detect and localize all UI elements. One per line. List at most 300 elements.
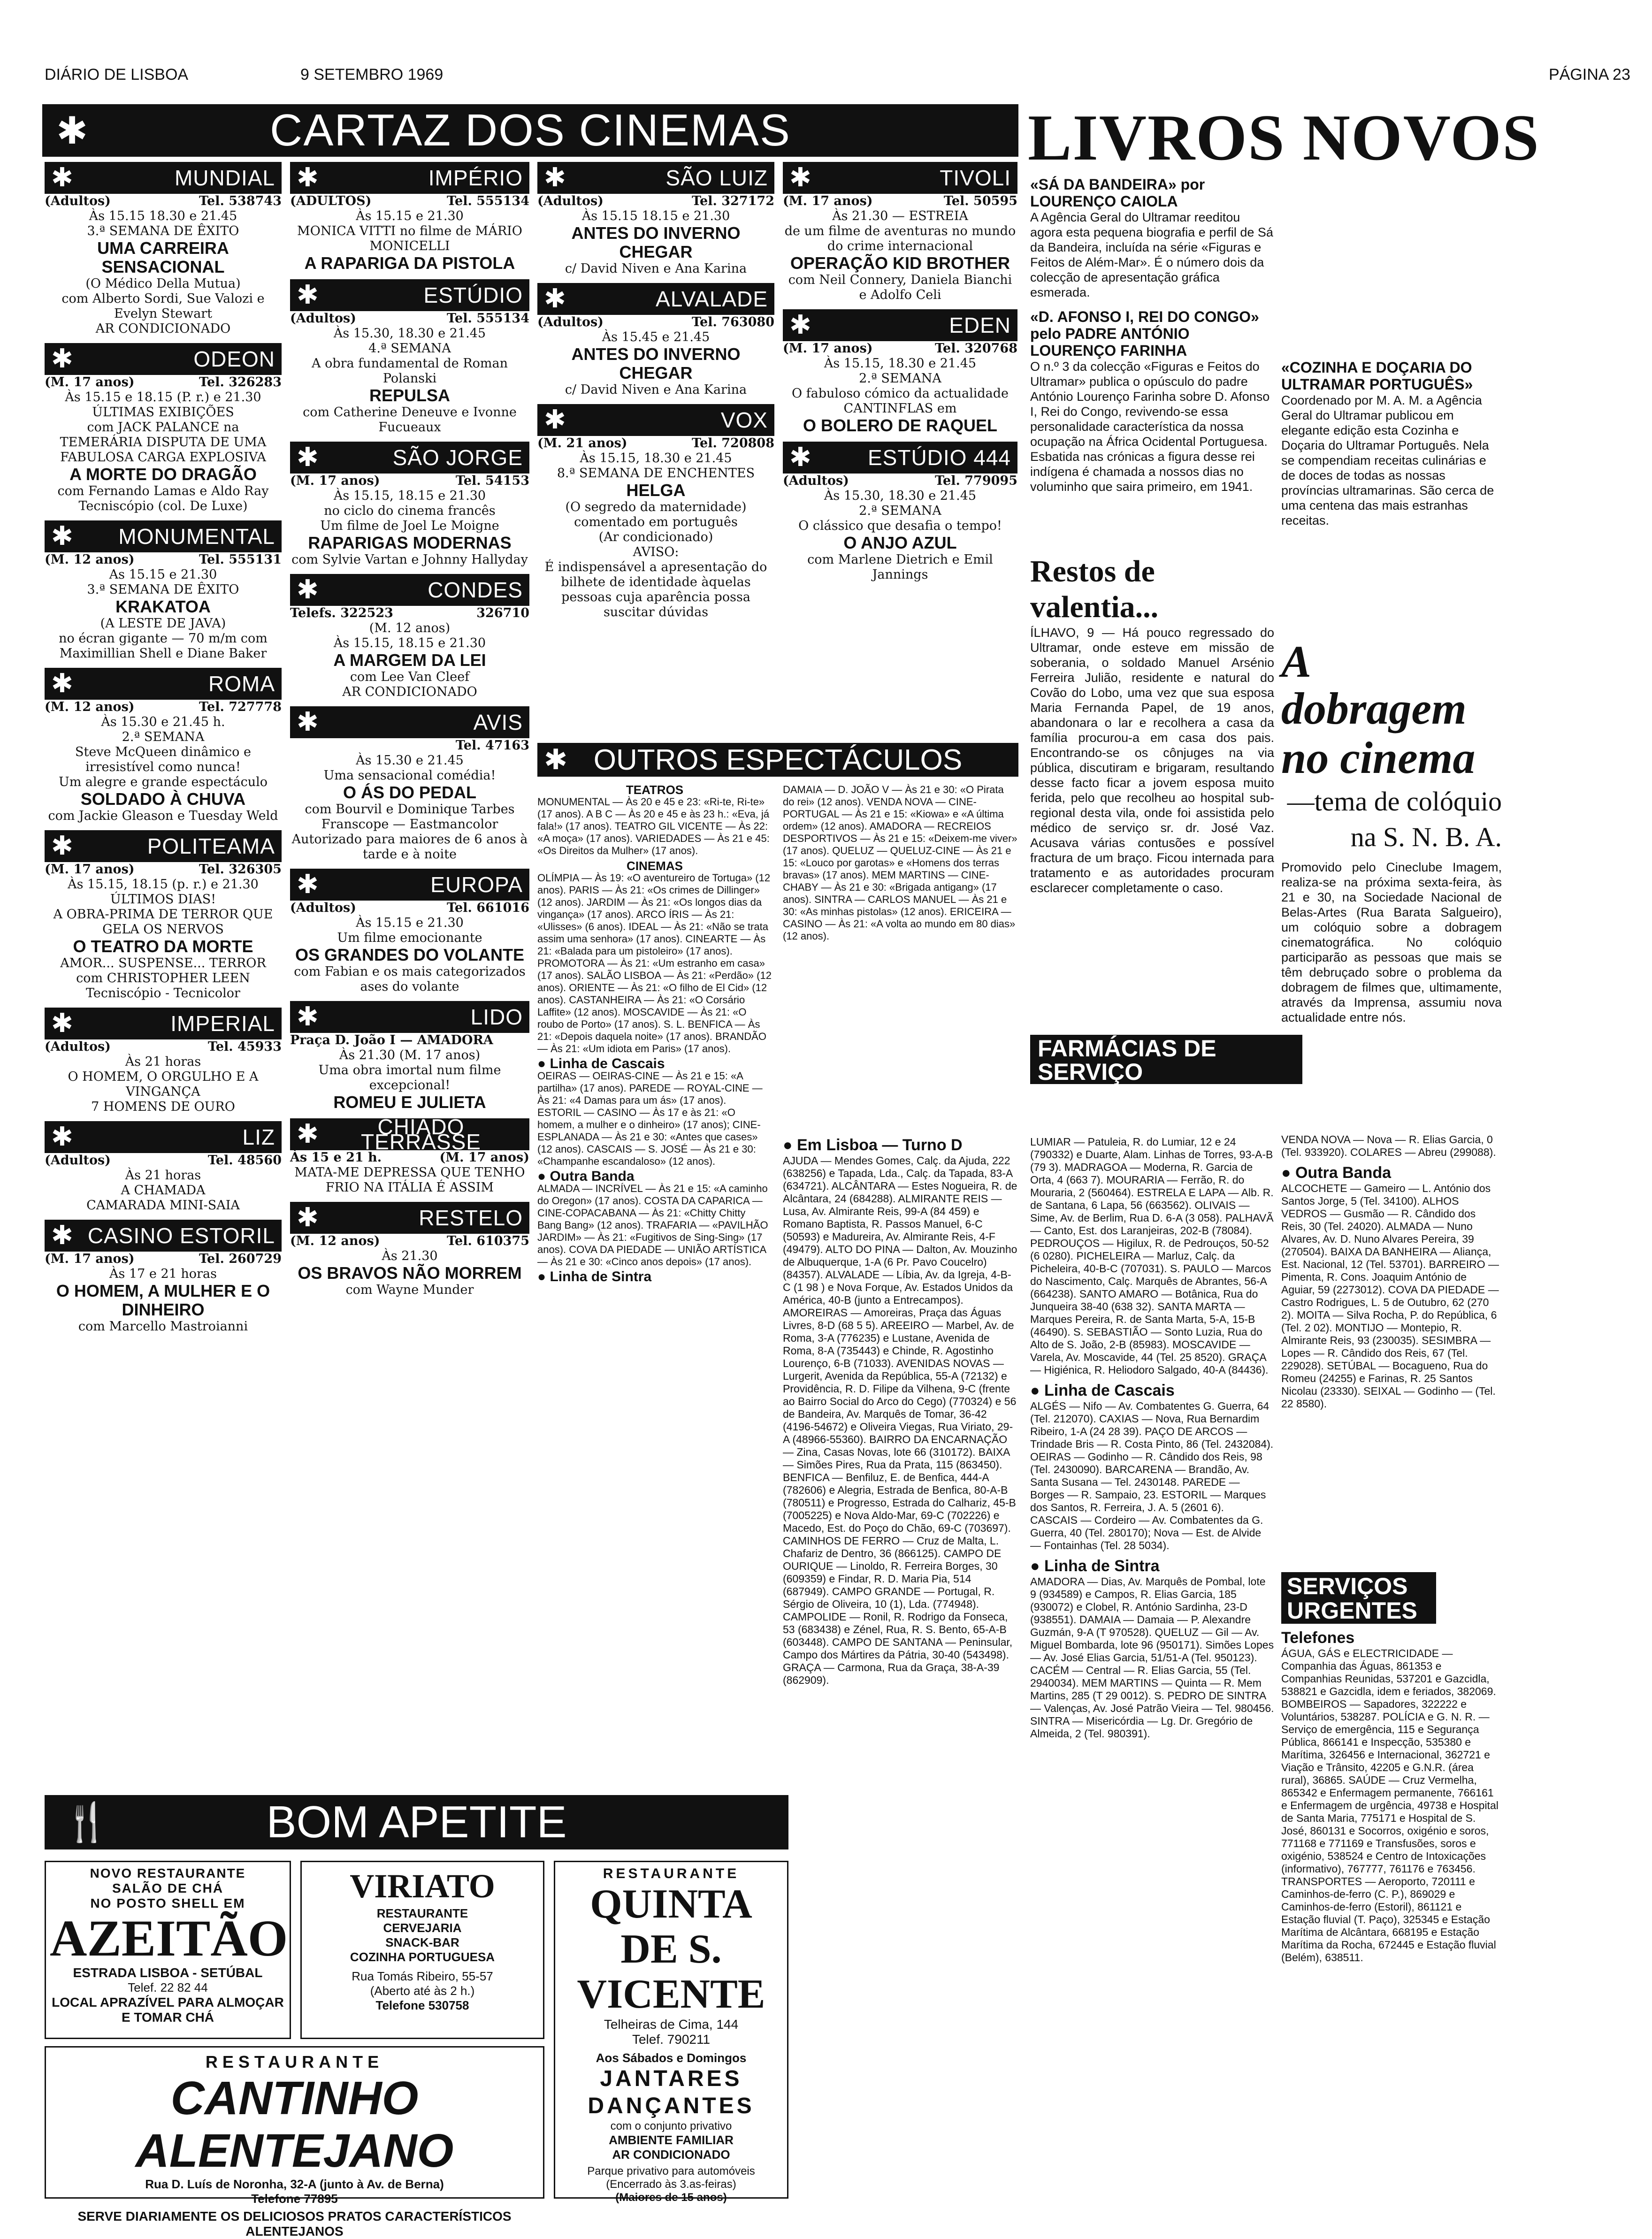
- cinema-extra: no écran gigante — 70 m/m com Maximillian Shell e Diane Baker: [59, 631, 268, 661]
- farmacias-banner: FARMÁCIAS DE SERVIÇO: [1030, 1035, 1302, 1084]
- cinema-name: CHIADO TERRASSE: [360, 1115, 481, 1154]
- cinema-meta: [45, 1153, 282, 1168]
- cinema-listing: [783, 162, 1017, 303]
- cinema-listing: [290, 1202, 529, 1298]
- film-title: O BOLERO DE RAQUEL: [803, 416, 998, 435]
- asterisk-icon: ✱: [51, 162, 74, 193]
- farmacias-col-left: [783, 1136, 1017, 1765]
- cinema-info: Às 15.30 e 21.45: [356, 753, 464, 768]
- asterisk-icon: ✱: [789, 442, 812, 473]
- cinema-extra: c/ David Niven e Ana Karina: [565, 382, 747, 397]
- bomapetite-banner: 🍴 BOM APETITE: [45, 1795, 788, 1849]
- asterisk-icon: ✱: [297, 869, 319, 900]
- cinema-rating: (ADULTOS): [290, 194, 372, 208]
- cinema-listing: [783, 309, 1017, 435]
- pharm-right-a: VENDA NOVA — Nova — R. Elias Garcia, 0 (Tel. 933920). COLARES — Abreu (299088).: [1281, 1133, 1496, 1158]
- cinema-rating: (M. 21 anos): [537, 436, 627, 451]
- cinema-info: Um alegre e grande espectáculo: [58, 775, 268, 789]
- cinema-extra: com Marlene Dietrich e Emil Jannings: [807, 552, 993, 582]
- cinema-info: O clássico que desafia o tempo!: [798, 519, 1002, 533]
- cinema-info: A CHAMADA: [121, 1183, 206, 1198]
- asterisk-icon: ✱: [51, 1220, 74, 1251]
- cinema-listing: [537, 404, 774, 620]
- outra-banda-text: ALMADA — INCRÍVEL — Às 21 e 15: «A caminho do Oregon» (17 anos). COSTA DA CAPARICA — CINE-COPACABANA — Às 21: «Chitty Chitty Bang Bang» (12 anos). TRAFARIA — «PAVILHÃO JARDIM» — Às 21: «Fugitivos de Sing-Sing» (17 anos). COVA DA PIEDADE — UNIÃO ARTÍSTICA — Às 21 e 30: «Cinco anos depois» (17 anos).: [537, 1183, 768, 1268]
- cinema-phone: Tel. 50595: [943, 194, 1017, 208]
- cinema-header: [290, 574, 529, 606]
- cinema-phone: Tel. 327172: [692, 194, 774, 208]
- restos-article: [1030, 554, 1274, 895]
- livros-title: LIVROS NOVOS: [1028, 101, 1540, 174]
- cinema-extra: com CHRISTOPHER LEEN: [76, 971, 250, 986]
- azeitao-name: AZEITÃO: [50, 1910, 288, 1967]
- cinema-info: Às 21.30 (M. 17 anos): [339, 1048, 481, 1062]
- asterisk-icon: ✱: [544, 743, 568, 776]
- cinema-info: Às 15.30, 18.30 e 21.45: [333, 326, 486, 341]
- cinema-header: [290, 1001, 529, 1033]
- film-title: A MORTE DO DRAGÃO: [69, 465, 257, 484]
- cinema-info: Às 17 e 21 horas: [109, 1267, 217, 1281]
- film-title: A RAPARIGA DA PISTOLA: [304, 253, 515, 273]
- cinema-extra: comentado em português: [574, 515, 738, 529]
- cinema-listing: [537, 283, 774, 397]
- cinema-info: MATA-ME DEPRESSA QUE TENHO FRIO NA ITÁLIA É ASSIM: [294, 1165, 525, 1195]
- bullet-icon: ●: [1030, 1382, 1044, 1399]
- cinema-rating: (M. 12 anos): [290, 1234, 380, 1248]
- cinema-phone: Tel. 260729: [199, 1252, 282, 1266]
- cinema-header: [537, 404, 774, 436]
- cinema-rating: (M. 17 anos): [45, 1252, 135, 1266]
- restos-title: Restos de valentia...: [1030, 554, 1159, 624]
- cinema-info: Às 15.15 e 21.30: [356, 916, 464, 930]
- cinema-info: (M. 12 anos): [369, 621, 451, 635]
- cinema-phone: Tel. 45933: [207, 1039, 282, 1054]
- cinema-listing: [290, 279, 529, 435]
- cartaz-title: CARTAZ DOS CINEMAS: [270, 105, 791, 155]
- cinema-header: [783, 162, 1017, 194]
- cinema-info: Às 21 horas: [125, 1055, 201, 1069]
- asterisk-icon: ✱: [51, 668, 74, 699]
- cinema-info: A obra fundamental de Roman Polanski: [311, 356, 508, 386]
- cinema-rating: (M. 17 anos): [783, 341, 873, 356]
- cinema-rating: (M. 17 anos): [290, 474, 380, 488]
- cinema-listing: [290, 162, 529, 273]
- cinema-info: no ciclo do cinema francês: [324, 504, 496, 518]
- cinema-info: 2.ª SEMANA: [859, 504, 941, 518]
- cinema-header: [290, 1202, 529, 1234]
- cinema-info: Às 15.15 e 21.30: [356, 209, 464, 223]
- cinema-info: As 15.15 e 21.30: [109, 567, 217, 582]
- cinema-extra: com Bourvil e Dominique Tarbes: [305, 802, 515, 817]
- asterisk-icon: ✱: [544, 283, 566, 314]
- cinema-listing: [537, 162, 774, 276]
- dobragem-article: [1281, 638, 1502, 1025]
- asterisk-icon: ✱: [789, 162, 812, 193]
- cinema-phone: Tel. 555134: [447, 311, 529, 326]
- pharm-banda-text: ALCOCHETE — Gameiro — L. António dos Santos Jorge, 5 (Tel. 34100). ALHOS VEDROS — Gusmão — R. Cândido dos Reis, 30 (Tel. 24020). ALMADA — Nuno Alvares, Av. D. Nuno Alvares Pereira, 39 (270504). BAIXA DA BANHEIRA — Aliança, Est. Nacional, 12 (Tel. 53701). BARREIRO — Pimenta, R. Cons. Joaquim António de Aguiar, 59 (2273012). COVA DA PIEDADE — Castro Rodrigues, L. 5 de Outubro, 62 (270 2). MOITA — Silva Rocha, P. do República, 6 (Tel. 2 02). MONTIJO — Montepio, R. Almirante Reis, 93 (230035). SESIMBRA — Lopes — R. Cândido dos Reis, 67 (Tel. 229028). SETÚBAL — Bocagueno, Rua do Romeu (24255) e Farinas, R. 25 Santos Nicolau (23330). SEIXAL — Godinho — (Tel. 22 8580).: [1281, 1182, 1499, 1410]
- cinema-meta: [45, 862, 282, 877]
- cinema-header: [783, 309, 1017, 341]
- cinema-name: ODEON: [193, 347, 275, 371]
- cinema-extra: com Jackie Gleason e Tuesday Weld: [48, 809, 278, 823]
- cinema-name: ALVALADE: [656, 287, 768, 311]
- cinema-meta: [290, 738, 529, 753]
- lisboa-pharmacies: AJUDA — Mendes Gomes, Calç. da Ajuda, 222 (638256) e Tapada, Lda., Calç. da Tapada, 83-A (634721). ALCÂNTARA — Estes Nogueira, R. de Alcântara, 24 (684288). ALMIRANTE REIS — Lusa, Av. Almirante Reis, 99-A (84 459) e Romano Baptista, R. Passos Manuel, 6-C (50593) e Madureira, Av. Almirante Reis, 4-F (49479). ALTO DO PINA — Dalton, Av. Mouzinho de Albuquerque, 1-A (6 Pr. Pavo Coucelro) (84357). ALVALADE — Líbia, Av. da Igreja, 4-B-C (1 98 ) e Nova Forque, Av. Estados Unidos da América, 40-B (junto a Entrecampos). AMOREIRAS — Amoreiras, Praça das Águas Livres, 8-D (68 5 5). AREEIRO — Marbel, Av. de Roma, 3-A (776235) e Lustane, Avenida de Roma, 8-A (735443) e Chinde, R. Agostinho Lourenço, 6-B (71033). AVENIDAS NOVAS — Lurgerit, Avenida da República, 55-A (72132) e Providência, R. D. Filipe da Vilhena, 9-C (frente ao Bairro Social do Arco do Cego) (770324) e 56 de Bandeira, Av. Marquês de Tomar, 36-42 (4196-54672) e Oliveira Viegas, Rua Viriato, 29-A (48966-55360). BAIRRO DA ENCARNAÇÃO — Zina, Casas Novas, lote 66 (310172). BAIXA — Simões Pires, Rua da Prata, 115 (863450). BENFICA — Benfiluz, E. de Benfica, 444-A (782606) e Alegria, Estrada de Benfica, 80-A-B (780511) e Progresso, Estrada do Calhariz, 45-B (7005225) e Nova Aldo-Mar, 69-C (702226) e Macedo, Est. do Poço do Chão, 69-C (703697). CAMINHOS DE FERRO — Cruz de Malta, L. Chafariz de Dentro, 36 (866125). CAMPO DE OURIQUE — Linoldo, R. Ferreira Borges, 30 (609359) e Findar, R. D. Maria Pia, 514 (687949). CAMPO GRANDE — Portugal, R. Sérgio de Oliveira, 10 (1), Lda. (774948). CAMPOLIDE — Ronil, R. Rodrigo da Fonseca, 53 (683438) e Zénel, Rua, R. S. Bento, 65-A-B (603448). CAMPO DE SANTANA — Peninsular, Campo dos Mártires da Pátria, 30-40 (543498). GRAÇA — Carmona, Rua da Graça, 38-A-39 (862909).: [783, 1154, 1017, 1686]
- cinema-meta: [537, 194, 774, 209]
- asterisk-icon: ✱: [51, 521, 74, 551]
- cinema-header: [45, 520, 282, 552]
- cinema-info: com JACK PALANCE na TEMERÁRIA DISPUTA DE UMA FABULOSA CARGA EXPLOSIVA: [60, 420, 267, 465]
- cinema-header: [45, 162, 282, 194]
- pharm-cascais-heading: ● Linha de Cascais: [1030, 1382, 1175, 1399]
- livros-col-right: [1281, 176, 1502, 528]
- pharm-sintra-heading: ● Linha de Sintra: [1030, 1557, 1160, 1575]
- cinema-meta: [290, 311, 529, 326]
- cinema-info: O HOMEM, O ORGULHO E A VINGANÇA: [68, 1070, 259, 1099]
- film-title: RAPARIGAS MODERNAS: [308, 533, 512, 552]
- linha-cascais-heading: ● Linha de Cascais: [537, 1056, 665, 1071]
- cinema-header: [290, 706, 529, 738]
- cinema-name: EDEN: [949, 313, 1011, 337]
- cinema-name: VOX: [720, 408, 768, 432]
- cinema-extra: com Fabian e os mais categorizados ases do volante: [294, 964, 526, 994]
- cinema-listing: [45, 1121, 282, 1213]
- outros-right: [783, 784, 1017, 1047]
- teatros-heading: TEATROS: [626, 783, 684, 797]
- asterisk-icon: ✱: [544, 162, 566, 193]
- cinema-listing: [290, 869, 529, 994]
- cinema-extra: AR CONDICIONADO: [342, 685, 477, 699]
- cinema-info: Às 21 horas: [125, 1168, 201, 1183]
- servicos-banner: SERVIÇOS URGENTES: [1281, 1572, 1436, 1624]
- asterisk-icon: ✱: [297, 280, 319, 310]
- cinema-info: Às 21.30 — ESTREIA: [832, 209, 968, 223]
- cinema-info: 2.ª SEMANA: [859, 371, 941, 386]
- cinema-phone: Tel. 326283: [199, 375, 282, 390]
- cinema-header: [45, 343, 282, 375]
- cinema-info: 3.ª SEMANA DE ÊXITO: [87, 582, 239, 597]
- cinema-phone: Tel. 538743: [199, 194, 282, 208]
- book2-continued: [1281, 176, 1502, 359]
- cinema-info: Às 15.15, 18.15 (p. r.) e 21.30: [68, 877, 259, 892]
- cinema-extra: Tecniscópio - Tecnicolor: [86, 986, 240, 1001]
- cinema-phone: Tel. 661016: [447, 901, 529, 915]
- cinema-listing: [290, 574, 529, 700]
- cinema-name: EUROPA: [430, 872, 523, 897]
- cinema-phone: 326710: [476, 606, 529, 620]
- outros-left: [537, 784, 772, 1788]
- cinema-rating: (Adultos): [537, 194, 604, 208]
- film-title: SOLDADO À CHUVA: [80, 789, 246, 809]
- cinema-info: Às 15.15 18.15 e 21.30: [581, 209, 730, 223]
- masthead-left: DIÁRIO DE LISBOA: [45, 66, 189, 84]
- cinema-meta: [45, 700, 282, 715]
- cinema-rating: (M. 12 anos): [45, 700, 135, 714]
- pharm-banda-heading: ● Outra Banda: [1281, 1164, 1392, 1182]
- outros-banner: [537, 743, 1018, 777]
- cinema-name: IMPÉRIO: [428, 166, 523, 190]
- cinema-phone: Tel. 610375: [447, 1234, 529, 1248]
- cinema-name: POLITEAMA: [147, 834, 275, 858]
- cinema-info: Às 15.15, 18.15 e 21.30: [333, 636, 486, 650]
- cinema-phone: Tel. 47163: [455, 738, 529, 753]
- teatros-text: MONUMENTAL — Às 20 e 45 e 23: «Ri-te, Ri-te» (17 anos). A B C — Às 20 e 45 e às 23 h.: «Eva, já fala!» (17 anos). TEATRO GIL VICENTE — Às 22: «A moça» (17 anos). VARIEDADES — Às 21 e 45: «Os Direitos da Mulher» (17 anos).: [537, 796, 770, 856]
- cutlery-icon: 🍴: [63, 1800, 110, 1844]
- cinema-extra: Autorizado para maiores de 6 anos à tarde e à noite: [291, 832, 528, 862]
- cinema-extra: Tecniscópio (col. De Luxe): [78, 499, 248, 513]
- cinema-info: Um filme emocionante: [337, 931, 482, 945]
- bullet-icon: ●: [537, 1169, 550, 1184]
- cinema-rating: (Adultos): [783, 474, 849, 488]
- cinema-extra: com Fernando Lamas e Aldo Ray: [57, 484, 269, 498]
- cinema-rating: (Adultos): [45, 194, 111, 208]
- cinema-header: [537, 283, 774, 315]
- cinema-name: SÃO LUIZ: [665, 166, 768, 190]
- cinema-header: [290, 1115, 529, 1154]
- cinema-listing: [45, 830, 282, 1001]
- cinema-info: 4.ª SEMANA: [368, 341, 451, 356]
- cinema-info: Às 21.30: [382, 1249, 438, 1263]
- dobragem-line3: —tema de colóquio: [1287, 786, 1502, 817]
- cinema-phone: (M. 17 anos): [439, 1150, 529, 1165]
- cinema-phone: Tel. 763080: [692, 315, 774, 329]
- cinema-name: ESTÚDIO: [423, 283, 523, 307]
- cinema-rating: (M. 17 anos): [45, 375, 135, 390]
- outra-banda-heading: ● Outra Banda: [537, 1169, 635, 1184]
- cinema-header: [290, 869, 529, 901]
- asterisk-icon: ✱: [56, 108, 89, 153]
- cinema-listing: [290, 1115, 529, 1195]
- cinema-meta: [290, 1033, 529, 1048]
- cinema-extra: AR CONDICIONADO: [95, 321, 231, 336]
- cinema-header: [783, 442, 1017, 474]
- cantinho-ad: RESTAURANTE CANTINHO ALENTEJANO Rua D. Luís de Noronha, 32-A (junto à Av. de Berna) Telefone 77895 SERVE DIARIAMENTE OS DELICIOSOS PRATOS CARACTERÍSTICOS ALENTEJANOS: [45, 2046, 544, 2199]
- cinema-listing: [45, 668, 282, 824]
- cinema-phone: Tel. 727778: [199, 700, 282, 714]
- cinema-extra: É indispensável a apresentação do bilhete de identidade àquelas pessoas cuja aparência possa suscitar dúvidas: [544, 560, 767, 619]
- cinema-extra: com Sylvie Vartan e Johnny Hallyday: [291, 552, 528, 567]
- cinema-rating: (M. 17 anos): [45, 862, 135, 877]
- linha-sintra-text: DAMAIA — D. JOÃO V — Às 21 e 30: «O Pirata do rei» (12 anos). VENDA NOVA — CINE-PORTUGAL — Às 21 e 15: «Kiowa» e «A última ordem» (12 anos). AMADORA — RECREIOS DESPORTIVOS — Às 21 e 15: «Deixem-me viver» (17 anos). QUELUZ — QUELUZ-CINE — Às 21 e 15: «Louco por garotas» e «Homens dos terras bravas» (17 anos). MEM MARTINS — CINE-CHABY — Às 21 e 30: «Brigada antigang» (17 anos). SINTRA — CARLOS MANUEL — Às 21 e 30: «As minhas pistolas» (12 anos). ERICEIRA — CASINO — Às 21: «A volta ao mundo em 80 dias» (12 anos).: [783, 784, 1017, 942]
- cinema-name: CONDES: [428, 578, 523, 602]
- cinema-name: TIVOLI: [940, 166, 1011, 190]
- cinema-meta: [45, 194, 282, 209]
- cinema-rating: (M. 12 anos): [45, 552, 135, 567]
- bullet-icon: ●: [783, 1136, 797, 1154]
- pharm-cascais-text: ALGÉS — Nifo — Av. Combatentes G. Guerra, 64 (Tel. 212070). CAXIAS — Nova, Rua Bernardim Ribeiro, 1-A (24 28 39). PAÇO DE ARCOS — Trindade Bris — R. Costa Pinto, 86 (Tel. 2432084). OEIRAS — Godinho — R. Cândido dos Reis, 98 (Tel. 2430090). BARCARENA — Brandão, Av. Santa Susana — Tel. 2430148. PAREDE — Borges — R. Sampaio, 23. ESTORIL — Marques dos Santos, R. Ferreira, J. A. 5 (2601 6). CASCAIS — Cordeiro — Av. Combatentes da G. Guerra, 40 (Tel. 280170); Nova — Est. de Alvide — Fontainhas (Tel. 28 5034).: [1030, 1400, 1274, 1551]
- cinema-info: ÚLTIMAS EXIBIÇÕES: [92, 405, 234, 420]
- film-title: OS BRAVOS NÃO MORREM: [298, 1263, 522, 1283]
- cinema-meta: [290, 474, 529, 489]
- cinema-listing: [783, 442, 1017, 582]
- cinema-name: CASINO ESTORIL: [87, 1223, 275, 1248]
- cinema-meta: [783, 341, 1017, 356]
- farmacias-col-right: [1281, 1133, 1502, 1556]
- cinema-meta: [45, 1039, 282, 1055]
- cinema-listing: [290, 706, 529, 862]
- lisboa-heading: ● Em Lisboa — Turno D: [783, 1136, 963, 1154]
- cinema-info: Às 15.15, 18.15 e 21.30: [333, 489, 486, 503]
- cinema-rating: (Adultos): [290, 311, 356, 326]
- cinema-header: [290, 279, 529, 311]
- cinema-meta: [783, 194, 1017, 209]
- asterisk-icon: ✱: [789, 310, 812, 340]
- outros-title: OUTROS ESPECTÁCULOS: [593, 743, 963, 776]
- cinema-meta: [45, 375, 282, 390]
- book3-heading: «COZINHA E DOÇARIA DO ULTRAMAR PORTUGUÊS»: [1281, 359, 1473, 393]
- book2-text: O n.º 3 da colecção «Figuras e Feitos do Ultramar» publica o opúsculo do padre António Lourenço Farinha sobre D. Afonso I, Rei do Congo, revivendo-se essa personalidade característica da nossa ocupação na África Ocidental Portuguesa. Esbatida nas crónicas a figura desse rei indígena é chamada a nossos dias no voluminho que saira primeiro, em 1941.: [1030, 359, 1270, 494]
- dobragem-line1: A dobragem: [1281, 636, 1467, 734]
- cinema-extra: com Alberto Sordi, Sue Valozi e Evelyn Stewart: [61, 291, 265, 321]
- cinema-info: MONICA VITTI no filme de MÁRIO MONICELLI: [297, 224, 522, 253]
- cinema-rating: (Adultos): [290, 901, 356, 915]
- cinema-rating: (Adultos): [45, 1039, 111, 1054]
- asterisk-icon: ✱: [297, 442, 319, 473]
- cinema-extra: (O segredo da maternidade): [565, 500, 747, 514]
- cinema-info: Às 15.45 e 21.45: [602, 330, 710, 344]
- film-title: ANTES DO INVERNO CHEGAR: [571, 223, 741, 261]
- azeitao-ad: NOVO RESTAURANTE SALÃO DE CHÁ NO POSTO SHELL EM AZEITÃO ESTRADA LISBOA - SETÚBAL Telef. 22 82 44 LOCAL APRAZÍVEL PARA ALMOÇAR E TOMAR CHÁ: [45, 1861, 291, 2039]
- asterisk-icon: ✱: [297, 707, 319, 737]
- bullet-icon: ●: [537, 1056, 550, 1071]
- dobragem-text: Promovido pelo Cineclube Imagem, realiza-se na próxima sexta-feira, às 21 e 30, na Sociedade Nacional de Belas-Artes (Rua Barata Salgueiro), um colóquio sobre a dobragem cinematográfica. No colóquio participarão as pessoas que mais se têm debruçado sobre o problema da dobragem de filmes que, ultimamente, através da Imprensa, assumiu nova actualidade entre nós.: [1281, 860, 1502, 1024]
- cinema-extra: AVISO:: [633, 545, 679, 559]
- cinema-column-1: [45, 162, 282, 1341]
- film-title: O ANJO AZUL: [843, 533, 957, 552]
- cinemas-text: OLÍMPIA — Às 19: «O aventureiro de Tortuga» (12 anos). PARIS — Às 21: «Os crimes de Dillinger» (12 anos). JARDIM — Às 21: «Os longos dias da vingança» (17 anos). ARCO ÍRIS — Às 21: «Ulisses» (6 anos). IDEAL — Às 21: «Não se trata assim uma senhora» (17 anos). CINEARTE — Às 21: «Balada para um pistoleiro» (17 anos). PROMOTORA — Às 21: «Um estranho em casa» (17 anos). SALÃO LISBOA — Às 21: «Perdão» (12 anos). ORIENTE — Às 21: «O filho de El Cid» (12 anos). CASTANHEIRA — Às 21: «O Corsário Laffite» (12 anos). MOSCAVIDE — Às 21: «O roubo de Porto» (17 anos). S. L. BENFICA — Às 21: «Depois daquela noite» (17 anos). BRANDÃO — Às 21: «Um idiota em Paris» (17 anos).: [537, 872, 772, 1055]
- lisboa-pharmacies-b: LUMIAR — Patuleia, R. do Lumiar, 12 e 24 (790332) e Duarte, Alam. Linhas de Torres, 93-A-B (79 3). MADRAGOA — Moderna, R. Garcia de Orta, 4 (663 7). MOURARIA — Ferrão, R. do Mouraria, 2 (560464). ESTRELA E LAPA — Alb. R. de Santana, 6 Lapa, 56 (663562). OLIVAIS — Sime, Av. de Berlim, Rua D. 6-A (3 058). PALHAVÃ — Canto, Est. dos Laranjeiras, 202-B (78084). PEDROUÇOS — Higilux, R. de Pedrouços, 50-52 (6 0280). PICHELEIRA — Marluz, Calç. da Picheleira, 40-B-C (707031). S. PAULO — Marcos do Nascimento, Calç. Marquês de Abrantes, 56-A (664238). SANTO AMARO — Botânica, Rua do Junqueira 38-40 (638 32). SANTA MARTA — Marques Pereira, R. de Santa Marta, 5-A, 15-B (46490). S. SEBASTIÃO — Sonto Luzia, Rua do Alto de S. João, 2-B (85983). MOSCAVIDE — Varela, Av. Moscavide, 44 (Tel. 25 8520). GRAÇA — Higiénica, R. Heliodoro Salgado, 40-A (84436).: [1030, 1136, 1274, 1376]
- cinema-header: [45, 668, 282, 700]
- cinema-phone: Tel. 720808: [692, 436, 774, 451]
- film-title: REPULSA: [369, 386, 451, 405]
- cinema-extra: Franscope — Eastmancolor: [321, 817, 498, 832]
- linha-cascais-text: OEIRAS — OEIRAS-CINE — Às 21 e 15: «A partilha» (17 anos). PAREDE — ROYAL-CINE — Às 21: «4 Damas para um ás» (17 anos). ESTORIL — CASINO — Às 17 e às 21: «O homem, a mulher e o dinheiro» (17 anos); CINE-ESPLANADA — Às 21 e 30: «Antes que cases» (12 anos). CASCAIS — S. JOSÉ — Às 21 e 30: «Champanhe escandaloso» (12 anos).: [537, 1070, 763, 1167]
- cinema-info: Às 15.15 18.30 e 21.45: [89, 209, 237, 223]
- cinema-info: Uma obra imortal num filme excepcional!: [318, 1063, 501, 1093]
- quinta-ad: RESTAURANTE QUINTA DE S. VICENTE Telheiras de Cima, 144 Telef. 790211 Aos Sábados e Domingos JANTARES DANÇANTES com o conjunto privativo AMBIENTE FAMILIAR AR CONDICIONADO Parque privativo para automóveis (Encerrado às 3.as-feiras) (Maiores de 15 anos): [554, 1861, 788, 2199]
- cinema-header: [537, 162, 774, 194]
- film-title: A MARGEM DA LEI: [333, 650, 486, 670]
- cinema-info: 2.ª SEMANA: [122, 730, 205, 744]
- book1-text: A Agência Geral do Ultramar reeditou agora esta pequena biografia e perfil de Sá da Bandeira, incluída na série «Figuras e Feitos de Além-Mar». É o número dois da colecção de apresentação gráfica esmerada.: [1030, 210, 1273, 299]
- cinema-header: [45, 830, 282, 862]
- cinema-info: Às 15.30 e 21.45 h.: [101, 715, 225, 729]
- cartaz-banner: [42, 104, 1018, 157]
- cinema-name: IMPERIAL: [170, 1011, 275, 1036]
- cinema-name: MONUMENTAL: [118, 524, 275, 549]
- masthead-page: PÁGINA 23: [1549, 66, 1630, 84]
- asterisk-icon: ✱: [297, 162, 319, 193]
- cinema-listing: [45, 343, 282, 514]
- cinema-listing: [290, 1001, 529, 1112]
- cinema-info: 7 HOMENS DE OURO: [91, 1100, 235, 1114]
- cinema-listing: [45, 1008, 282, 1115]
- asterisk-icon: ✱: [544, 405, 566, 435]
- bullet-icon: ●: [1030, 1557, 1044, 1575]
- cinema-name: LIDO: [470, 1005, 523, 1029]
- cinema-info: 3.ª SEMANA DE ÊXITO: [87, 224, 239, 238]
- cinema-extra: (A LESTE DE JAVA): [100, 616, 226, 631]
- cinema-info: A OBRA-PRIMA DE TERROR QUE GELA OS NERVOS: [53, 907, 273, 937]
- asterisk-icon: ✱: [297, 1119, 319, 1149]
- cinema-column-2: [290, 162, 529, 1304]
- linha-sintra-heading: ● Linha de Sintra: [537, 1269, 652, 1284]
- cinema-header: [290, 162, 529, 194]
- film-title: O ÁS DO PEDAL: [343, 783, 477, 802]
- cinema-phone: Tel. 555131: [199, 552, 282, 567]
- cinema-meta: [783, 474, 1017, 489]
- cinema-meta: [290, 1234, 529, 1249]
- cinema-name: LIZ: [242, 1125, 275, 1149]
- cinema-info: CAMARADA MINI-SAIA: [86, 1198, 240, 1213]
- cinema-header: [45, 1220, 282, 1252]
- cinema-phone: Tel. 555134: [447, 194, 529, 208]
- cinema-info: 8.ª SEMANA DE ENCHENTES: [557, 466, 755, 481]
- asterisk-icon: ✱: [51, 1008, 74, 1039]
- bullet-icon: ●: [537, 1269, 550, 1284]
- telefones-heading: Telefones: [1281, 1629, 1355, 1647]
- cinema-info: Às 15.15, 18.30 e 21.45: [580, 451, 732, 466]
- cinema-extra: AMOR... SUSPENSE... TERROR: [60, 956, 266, 970]
- cinema-info: ÚLTIMOS DIAS!: [110, 892, 216, 907]
- cinema-listing: [45, 162, 282, 336]
- film-title: ANTES DO INVERNO CHEGAR: [571, 344, 741, 382]
- cinema-info: Steve McQueen dinâmico e irresistível como nunca!: [75, 745, 251, 774]
- cinema-name: SÃO JORGE: [392, 445, 523, 470]
- book1-heading: «SÁ DA BANDEIRA» por LOURENÇO CAIOLA: [1030, 176, 1205, 210]
- dobragem-line2: no cinema: [1281, 733, 1476, 783]
- cinema-meta: [290, 901, 529, 916]
- cinema-extra: com Lee Van Cleef: [350, 670, 470, 684]
- cinema-phone: Tel. 54153: [455, 474, 529, 488]
- cinema-rating: Praça D. João I — AMADORA: [290, 1033, 493, 1047]
- cinema-header: [290, 442, 529, 474]
- cinema-meta: [537, 436, 774, 451]
- bullet-icon: ●: [1281, 1164, 1295, 1182]
- film-title: HELGA: [626, 481, 686, 500]
- cinema-name: ESTÚDIO 444: [868, 445, 1011, 470]
- cinema-name: AVIS: [473, 710, 523, 734]
- film-title: O HOMEM, A MULHER E O DINHEIRO: [56, 1281, 270, 1319]
- cinema-extra: com Catherine Deneuve e Ivonne Fucueaux: [303, 405, 517, 435]
- masthead-date: 9 SETEMBRO 1969: [300, 66, 444, 84]
- cinema-phone: Tel. 779095: [935, 474, 1017, 488]
- cinema-name: MUNDIAL: [174, 166, 275, 190]
- cinema-info: de um filme de aventuras no mundo do crime internacional: [784, 224, 1016, 253]
- cinema-info: Uma sensacional comédia!: [323, 768, 496, 783]
- cinema-listing: [45, 520, 282, 661]
- cinema-info: Um filme de Joel Le Moigne: [320, 519, 499, 533]
- cinema-rating: (Adultos): [45, 1153, 111, 1168]
- pharm-sintra-text: AMADORA — Dias, Av. Marquês de Pombal, lote 9 (934589) e Campos, R. Elias Garcia, 185 (930072) e Clobel, R. António Sardinha, 23-D (938551). DAMAIA — Damaia — P. Alexandre Guzmán, 9-A (T 970528). QUELUZ — Gil — Av. Miguel Bombarda, lote 96 (950171). Simões Lopes — Av. José Elias Garcia, 51/51-A (Tel. 950123). CACÉM — Central — R. Elias Garcia, 55 (Tel. 2940034). MEM MARTINS — Quinta — R. Mem Martins, 285 (T 29 0012). S. PEDRO DE SINTRA — Valenças, Av. José Patrão Vieira — Tel. 980456. SINTRA — Misericórdia — Lg. Dr. Gregório de Almeida, 2 (Tel. 980391).: [1030, 1575, 1274, 1740]
- cinema-info: O fabuloso cómico da actualidade CANTINFLAS em: [791, 386, 1009, 416]
- cinema-phone: Tel. 320768: [935, 341, 1017, 356]
- cinema-column-3: [537, 162, 774, 627]
- asterisk-icon: ✱: [297, 1202, 319, 1233]
- cinema-column-4: [783, 162, 1017, 589]
- book2-heading: «D. AFONSO I, REI DO CONGO» pelo PADRE ANTÓNIO LOURENÇO FARINHA: [1030, 308, 1259, 359]
- cinema-name: RESTELO: [419, 1206, 523, 1230]
- cinema-extra: com Neil Connery, Daniela Bianchi e Adolfo Celi: [788, 273, 1012, 302]
- asterisk-icon: ✱: [297, 1001, 319, 1032]
- film-title: UMA CARREIRA SENSACIONAL: [97, 238, 229, 276]
- book3-text: Coordenado por M. A. M. a Agência Geral do Ultramar publicou em elegante edição esta Cozinha e Doçaria do Ultramar Português. Nela se compendiam receitas culinárias e de doces de todas as nossas províncias ultramarinas. São cerca de uma centena das mais estranhas receitas.: [1281, 393, 1494, 527]
- cinema-header: [45, 1008, 282, 1039]
- servicos-body: [1281, 1628, 1502, 1964]
- cinema-extra: c/ David Niven e Ana Karina: [565, 261, 747, 276]
- servicos-text: ÁGUA, GÁS e ELECTRICIDADE — Companhia das Águas, 861353 e Companhias Reunidas, 537201 e Gazcidla, 538821 e Gazcidla, idem e feriados, 382069. BOMBEIROS — Sapadores, 322222 e Voluntários, 538287. POLÍCIA e G. N. R. — Serviço de emergência, 115 e Segurança Pública, 866141 e Inspecção, 535380 e Marítima, 326456 e Internacional, 362721 e Viação e Trânsito, 42205 e G.N.R. (área rural), 36865. SAÚDE — Cruz Vermelha, 865342 e Enfermagem permanente, 766161 e Enfermagem de urgência, 49738 e Hospital de Santa Maria, 775171 e Hospital de S. José, 860131 e Socorros, oxigénio e soros, 771168 e 771169 e Transfusões, soros e oxigénio, 538524 e Centro de Intoxicações (informativo), 767777, 761176 e 763456. TRANSPORTES — Aeroporto, 720111 e Caminhos-de-ferro (C. P.), 869029 e Caminhos-de-ferro (Estoril), 861121 e Estação fluvial (T. Paço), 325345 e Estação Marítima de Alcântara, 668195 e Estação Marítima da Rocha, 672445 e Estação fluvial (Belém), 638511.: [1281, 1647, 1499, 1964]
- cinema-extra: (Ar condicionado): [598, 530, 713, 544]
- cinema-rating: Telefs. 322523: [290, 606, 393, 620]
